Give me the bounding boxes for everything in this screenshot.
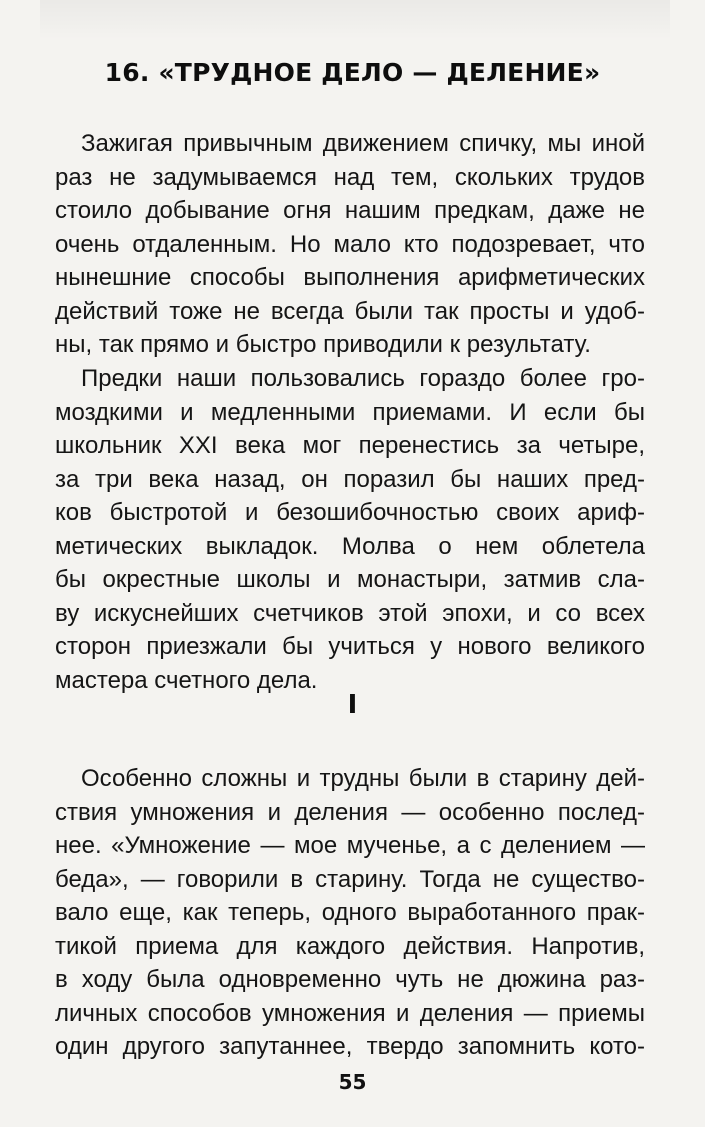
text-line: школьник XXI века мог перенестись за четыре, (55, 432, 645, 459)
text-line: ков быстротой и безошибочностью своих ариф- (55, 499, 645, 526)
text-line: моздкими и медленными приемами. И если бы (55, 398, 645, 426)
chapter-title: 16. «ТРУДНОЕ ДЕЛО — ДЕЛЕНИЕ» (104, 58, 601, 87)
text-line: за три века назад, он поразил бы наших пред- (55, 465, 645, 493)
text-line: ны, так прямо и быстро приводили к результату. (55, 331, 591, 358)
text-line: ву искуснейших счетчиков этой эпохи, и со всех (55, 599, 645, 627)
text-line: бы окрестные школы и монастыри, затмив сла- (55, 566, 645, 593)
text-line: действий тоже не всегда были так просты и удоб- (55, 297, 645, 325)
text-line: очень отдаленным. Но мало кто подозревает, что (55, 230, 645, 258)
text-line: тикой приема для каждого действия. Напротив, (55, 932, 645, 960)
paragraph-2 (55, 362, 645, 697)
text-line: личных способов умножения и деления — приемы (55, 999, 645, 1027)
text-line: сторон приезжали бы учиться у нового великого (55, 633, 645, 660)
text-line: вало еще, как теперь, одного выработанного прак- (55, 899, 645, 926)
text-line: беда», — говорили в старину. Тогда не существо- (55, 865, 645, 893)
paragraph-1 (55, 127, 645, 362)
section-numeral: I (347, 690, 358, 720)
text-line: мастера счетного дела. (55, 666, 318, 694)
text-line: раз не задумываемся над тем, скольких трудов (55, 163, 645, 191)
paragraph-3 (55, 762, 645, 1064)
text-line: один другого запутаннее, твердо запомнить кото- (55, 1033, 645, 1060)
text-line: стоило добывание огня нашим предкам, даже не (55, 197, 645, 224)
text-line: метических выкладок. Молва о нем облетела (55, 532, 645, 560)
text-line: Особенно сложны и трудны были в старину дей- (81, 765, 645, 792)
text-line: ствия умножения и деления — особенно послед- (55, 798, 645, 826)
text-line: нее. «Умножение — мое мученье, а с делением — (55, 832, 645, 859)
text-line: Предки наши пользовались гораздо более гро- (81, 365, 645, 392)
text-line: Зажигая привычным движением спичку, мы иной (81, 130, 645, 157)
paper-bleed-through (40, 0, 670, 40)
page-number: 55 (338, 1070, 367, 1094)
text-line: нынешние способы выполнения арифметических (55, 264, 645, 291)
text-line: в ходу была одновременно чуть не дюжина раз- (55, 966, 645, 993)
